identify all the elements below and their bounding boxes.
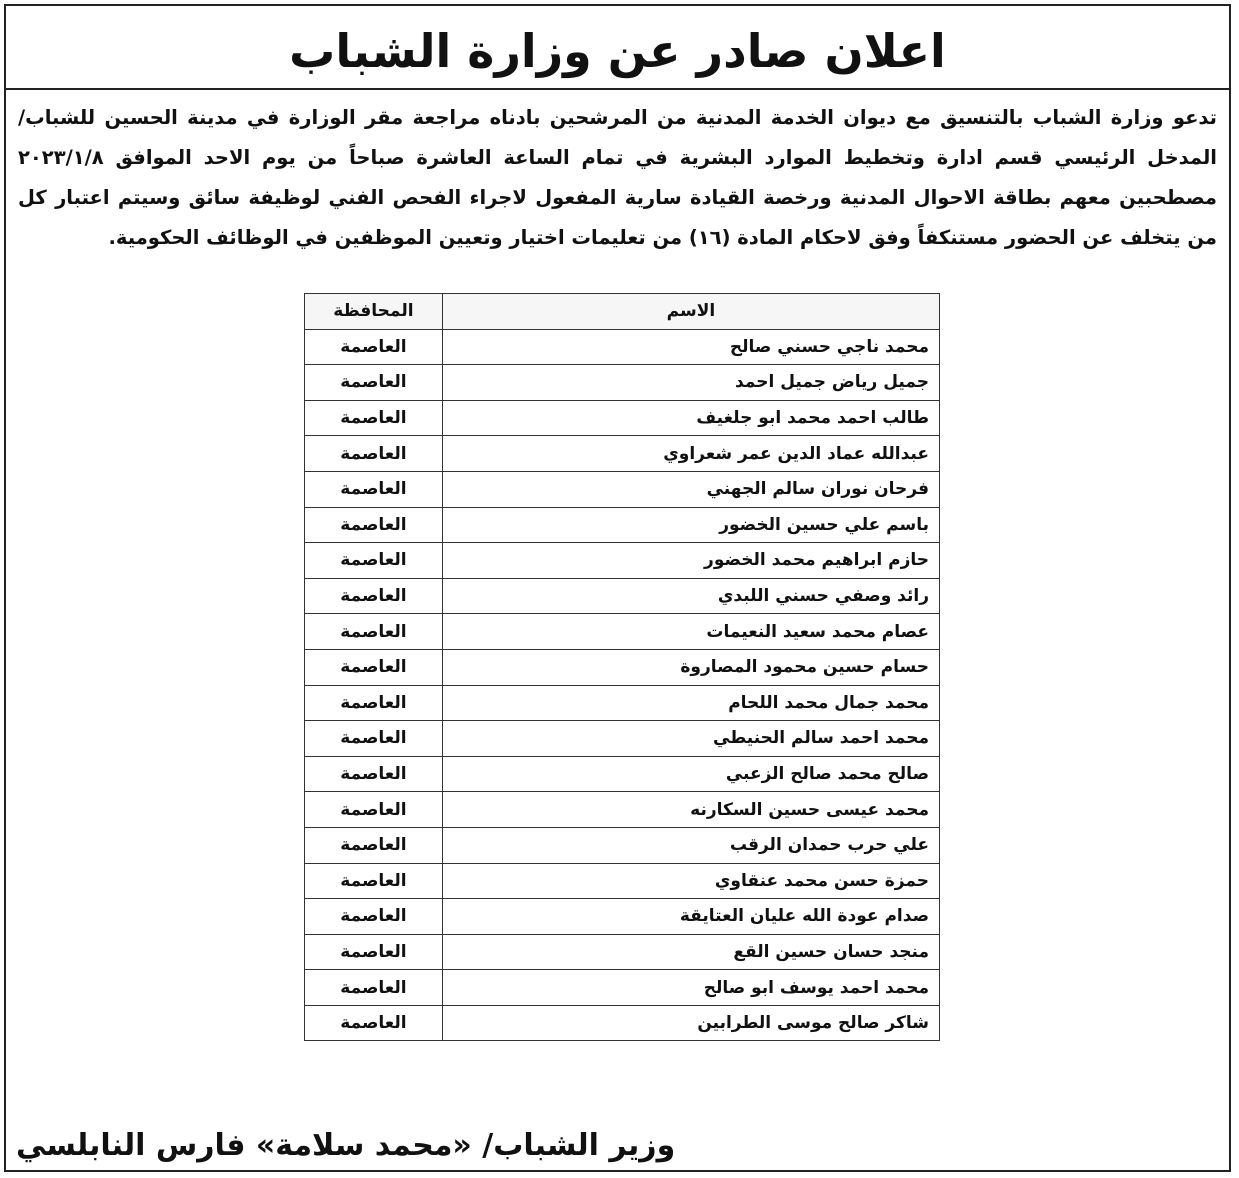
candidate-governorate: العاصمة [305,721,443,757]
candidate-governorate: العاصمة [305,649,443,685]
announcement-body: تدعو وزارة الشباب بالتنسيق مع ديوان الخدمة المدنية من المرشحين بادناه مراجعة مقر الوزارة في مدينة الحسين للشباب/ المدخل الرئيسي قسم ادارة وتخطيط الموارد البشرية في تمام الساعة العاشرة صباحاً من يوم الاحد الموافق ٢٠٢٣/١/٨ مصطحبين معهم بطاقة الاحوال المدنية ورخصة القيادة سارية المفعول لاجراء الفحص الفني لوظيفة سائق وسيتم اعتبار كل من يتخلف عن الحضور مستنكفاً وفق لاحكام المادة (١٦) من تعليمات اختيار وتعيين الموظفين في الوظائف الحكومية. [18,106,1217,249]
candidate-name: رائد وصفي حسني اللبدي [442,578,939,614]
candidate-governorate: العاصمة [305,685,443,721]
table-row [305,400,940,436]
table-row [305,721,940,757]
header-governorate: المحافظة [305,294,443,330]
candidate-governorate: العاصمة [305,507,443,543]
candidate-name: عصام محمد سعيد النعيمات [442,614,939,650]
candidate-name: حازم ابراهيم محمد الخضور [442,543,939,579]
header-name: الاسم [442,294,939,330]
table-row [305,614,940,650]
candidate-name: جميل رياض جميل احمد [442,365,939,401]
candidate-name: فرحان نوران سالم الجهني [442,471,939,507]
candidate-governorate: العاصمة [305,899,443,935]
candidate-name: منجد حسان حسين القع [442,934,939,970]
candidate-name: حسام حسين محمود المصاروة [442,649,939,685]
minister-signature: وزير الشباب/ «محمد سلامة» فارس النابلسي [16,1128,676,1163]
candidate-name: باسم علي حسين الخضور [442,507,939,543]
table-row [305,649,940,685]
candidate-name: طالب احمد محمد ابو جلغيف [442,400,939,436]
table-row [305,685,940,721]
table-row [305,329,940,365]
candidate-governorate: العاصمة [305,365,443,401]
candidate-governorate: العاصمة [305,543,443,579]
candidate-name: عبدالله عماد الدين عمر شعراوي [442,436,939,472]
candidates-table [304,293,940,1041]
table-row [305,934,940,970]
candidate-name: محمد جمال محمد اللحام [442,685,939,721]
candidate-name: علي حرب حمدان الرقب [442,827,939,863]
candidate-governorate: العاصمة [305,934,443,970]
table-row [305,970,940,1006]
table-header-row [305,294,940,330]
candidate-name: صالح محمد صالح الزعبي [442,756,939,792]
candidate-name: محمد عيسى حسين السكارنه [442,792,939,828]
candidate-governorate: العاصمة [305,329,443,365]
candidate-name: محمد احمد سالم الحنيطي [442,721,939,757]
table-row [305,436,940,472]
table-row [305,756,940,792]
candidate-name: شاكر صالح موسى الطرابين [442,1005,939,1041]
announcement-title: اعلان صادر عن وزارة الشباب [289,24,946,78]
candidate-governorate: العاصمة [305,756,443,792]
table-row [305,365,940,401]
candidate-governorate: العاصمة [305,400,443,436]
table-row [305,792,940,828]
candidate-governorate: العاصمة [305,827,443,863]
table-row [305,507,940,543]
candidate-governorate: العاصمة [305,1005,443,1041]
table-row [305,543,940,579]
table-row [305,1005,940,1041]
table-row [305,863,940,899]
candidate-name: حمزة حسن محمد عنقاوي [442,863,939,899]
table-row [305,471,940,507]
candidate-name: صدام عودة الله عليان العتايقة [442,899,939,935]
table-row [305,899,940,935]
candidate-governorate: العاصمة [305,614,443,650]
candidate-name: محمد احمد يوسف ابو صالح [442,970,939,1006]
announcement-page [4,4,1231,1172]
candidate-governorate: العاصمة [305,792,443,828]
title-divider [6,88,1229,90]
candidate-governorate: العاصمة [305,578,443,614]
candidate-name: محمد ناجي حسني صالح [442,329,939,365]
table-row [305,578,940,614]
candidate-governorate: العاصمة [305,471,443,507]
candidate-governorate: العاصمة [305,970,443,1006]
candidate-governorate: العاصمة [305,863,443,899]
candidate-governorate: العاصمة [305,436,443,472]
table-row [305,827,940,863]
